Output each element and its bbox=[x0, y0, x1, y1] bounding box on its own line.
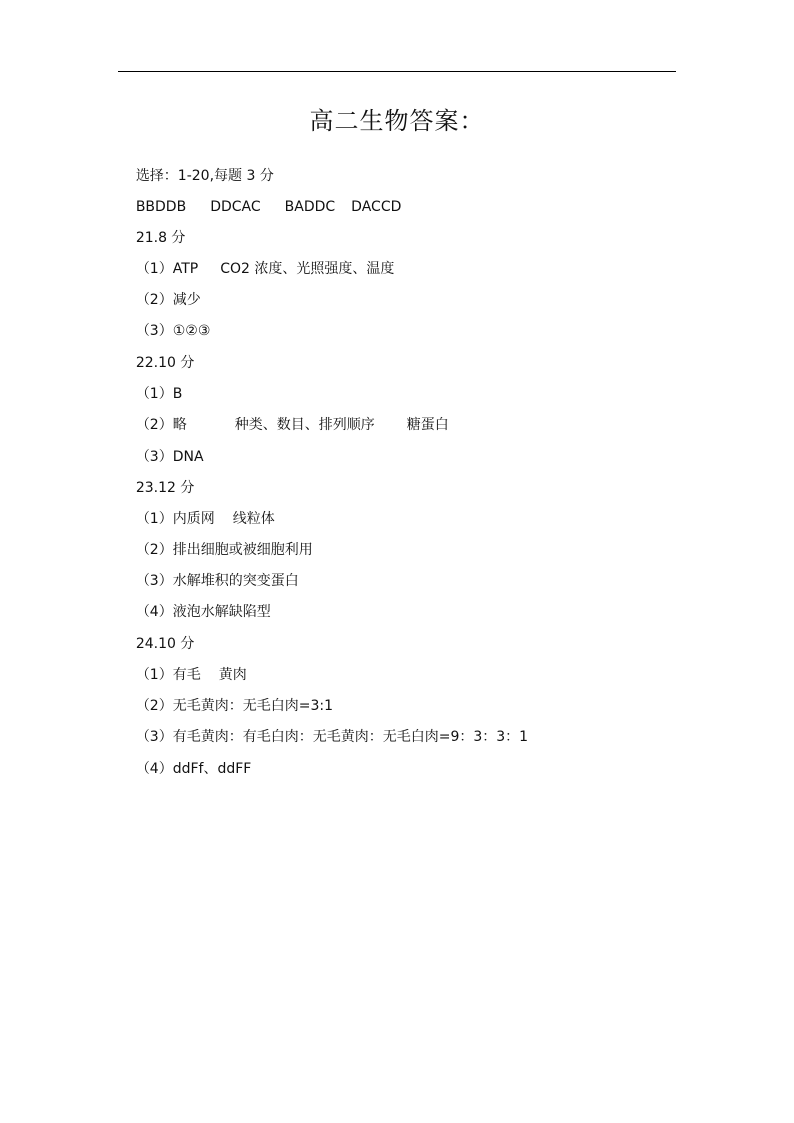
answer-line bbox=[118, 739, 251, 799]
line-text: 22.10 分 bbox=[135, 355, 195, 371]
page-title: 高二生物答案： bbox=[309, 107, 485, 135]
answer-group: DDCAC bbox=[210, 199, 261, 215]
answer-part: CO2 浓度、光照强度、温度 bbox=[220, 261, 395, 277]
line-text: （2）无毛黄肉：无毛白肉=3:1 bbox=[135, 698, 333, 714]
answer-part: 种类、数目、排列顺序 bbox=[234, 417, 375, 433]
line-text: （3）有毛黄肉：有毛白肉：无毛黄肉：无毛白肉=9：3：3：1 bbox=[135, 729, 529, 745]
line-text: 21.8 分 bbox=[135, 230, 186, 246]
line-text: 23.12 分 bbox=[135, 480, 195, 496]
answer-group: DACCD bbox=[351, 199, 402, 215]
answer-part: （1）ATP bbox=[135, 261, 199, 277]
answer-part: 糖蛋白 bbox=[406, 417, 449, 433]
line-text: （4）液泡水解缺陷型 bbox=[135, 604, 271, 620]
answer-part: （2）略 bbox=[135, 417, 187, 433]
line-text: （1）B bbox=[135, 386, 183, 402]
answer-part: （1）内质网 bbox=[135, 511, 215, 527]
line-text: （3）①②③ bbox=[135, 323, 211, 339]
answer-group: BBDDB bbox=[135, 199, 187, 215]
answer-part: 线粒体 bbox=[232, 511, 275, 527]
answer-part: 黄肉 bbox=[218, 667, 247, 683]
line-text: （4）ddFf、ddFF bbox=[135, 761, 252, 777]
answer-group: BADDC bbox=[284, 199, 336, 215]
answer-part: （1）有毛 bbox=[135, 667, 201, 683]
header-rule bbox=[118, 71, 676, 72]
line-text: （3）水解堆积的突变蛋白 bbox=[135, 573, 299, 589]
line-text: 选择：1-20,每题 3 分 bbox=[135, 168, 274, 184]
line-text: （2）减少 bbox=[135, 292, 201, 308]
line-text: 24.10 分 bbox=[135, 636, 195, 652]
line-text: （2）排出细胞或被细胞利用 bbox=[135, 542, 313, 558]
line-text: （3）DNA bbox=[135, 449, 204, 465]
